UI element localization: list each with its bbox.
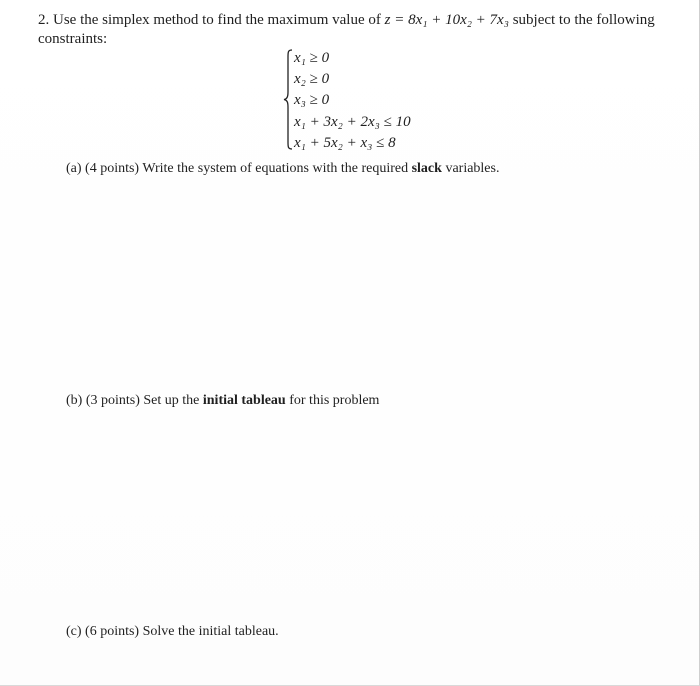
part-b bbox=[66, 392, 379, 410]
objective-function: z = 8x₁ + 10x₂ + 7x₃ bbox=[384, 12, 509, 28]
part-b-prefix: (b) (3 points) Set up the bbox=[66, 393, 200, 408]
problem-intro: Use the simplex method to find the maximum value of bbox=[53, 12, 381, 28]
part-a bbox=[66, 160, 499, 178]
constraint-system bbox=[283, 48, 453, 151]
part-b-bold: initial tableau bbox=[202, 393, 286, 408]
part-b-suffix: for this problem bbox=[289, 393, 380, 408]
part-a-bold: slack bbox=[411, 161, 442, 176]
part-a-prefix: (a) (4 points) Write the system of equations with the required bbox=[66, 161, 409, 176]
part-c-prefix: (c) (6 points) Solve the initial tableau. bbox=[66, 624, 279, 639]
constraint-x3-nonneg: x₃ ≥ 0 bbox=[294, 92, 330, 108]
problem-statement bbox=[38, 11, 678, 49]
constraint-inequality-1: x₁ + 3x₂ + 2x₃ ≤ 10 bbox=[294, 114, 411, 130]
problem-intro-tail: subject to the following bbox=[512, 12, 655, 28]
problem-number: 2. bbox=[38, 12, 50, 28]
constraint-x1-nonneg: x₁ ≥ 0 bbox=[294, 50, 330, 66]
constraint-inequality-2: x₁ + 5x₂ + x₃ ≤ 8 bbox=[294, 135, 396, 151]
constraint-x2-nonneg: x₂ ≥ 0 bbox=[294, 71, 330, 87]
left-brace bbox=[283, 48, 293, 151]
part-c bbox=[66, 623, 279, 641]
part-a-suffix: variables. bbox=[445, 161, 500, 176]
problem-line2: constraints: bbox=[38, 31, 108, 47]
